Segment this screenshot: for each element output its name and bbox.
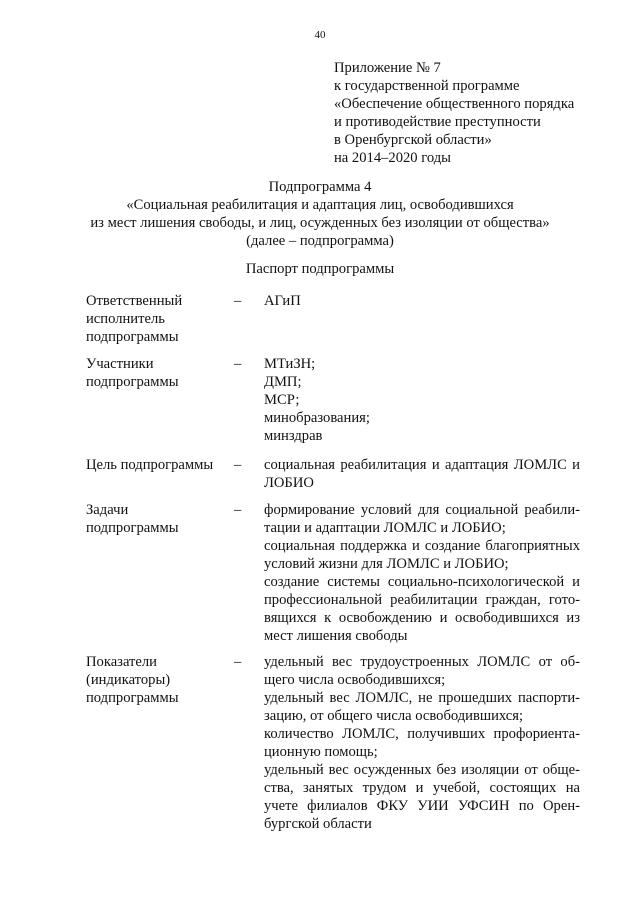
row-label [86, 355, 236, 391]
row-value-line: тации и адаптации ЛОМЛС и ЛОБИО; [264, 520, 506, 536]
row-value [264, 292, 580, 310]
row-value-line: мест лишения свободы [264, 628, 408, 644]
row-label-line: подпрограммы [86, 690, 179, 706]
appendix-line: на 2014–2020 годы [334, 150, 451, 166]
row-value-line: удельный вес трудоустроенных ЛОМЛС от об- [264, 654, 580, 670]
row-label-line: Задачи [86, 502, 129, 518]
appendix-line: и противодействие преступности [334, 114, 541, 130]
row-value-line: ЛОБИО [264, 475, 314, 491]
row-value [264, 653, 580, 833]
row-value-line: ДМП; [264, 374, 302, 390]
row-dash: – [234, 356, 242, 372]
row-value-line: условий жизни для ЛОМЛС и ЛОБИО; [264, 556, 509, 572]
row-label-line: (индикаторы) [86, 672, 171, 688]
row-value-line: социальная реабилитация и адаптация ЛОМЛС и [264, 457, 580, 473]
row-value-line: минздрав [264, 428, 323, 444]
row-value-line: бургской области [264, 816, 372, 832]
row-value-line: вящихся к освобождению и освободившихся из [264, 610, 580, 626]
subprogram-title-line: из мест лишения свободы, и лиц, осужденных без изоляции от общества» [90, 215, 550, 231]
appendix-line: в Оренбургской области» [334, 132, 492, 148]
row-label-line: подпрограммы [86, 329, 179, 345]
row-value-line: удельный вес осужденных без изоляции от обще- [264, 762, 580, 778]
row-value [264, 501, 580, 645]
row-value-line: МТиЗН; [264, 356, 316, 372]
row-label-line: Участники [86, 356, 154, 372]
row-value [264, 355, 580, 445]
row-value-line: формирование условий для социальной реабили- [264, 502, 580, 518]
row-value-line: социальная поддержка и создание благоприятных [264, 538, 580, 554]
row-label [86, 653, 236, 707]
subprogram-title [0, 178, 640, 250]
row-dash: – [234, 654, 242, 670]
passport-heading: Паспорт подпрограммы [245, 261, 395, 277]
row-label-line: подпрограммы [86, 520, 179, 536]
row-value-line: АГиП [264, 293, 301, 309]
row-value-line: щего числа освободившихся; [264, 672, 446, 688]
row-label [86, 501, 236, 537]
appendix-header [334, 59, 634, 167]
row-value-line: удельный вес ЛОМЛС, не прошедших паспорти- [264, 690, 580, 706]
row-value [264, 456, 580, 492]
page-number: 40 [314, 29, 326, 41]
appendix-line: «Обеспечение общественного порядка [334, 96, 575, 112]
row-label-line: исполнитель [86, 311, 165, 327]
row-value-line: количество ЛОМЛС, получивших профориента- [264, 726, 580, 742]
row-dash: – [234, 457, 242, 473]
subprogram-title-line: Подпрограмма 4 [268, 179, 372, 195]
row-label [86, 456, 236, 474]
appendix-line: к государственной программе [334, 78, 520, 94]
row-value-line: создание системы социально-психологической и [264, 574, 580, 590]
row-value-line: ства, занятых трудом и учебой, состоящих на [264, 780, 580, 796]
row-label-line: подпрограммы [86, 374, 179, 390]
row-label-line: Ответственный [86, 293, 183, 309]
row-value-line: ционную помощь; [264, 744, 378, 760]
row-value-line: учете филиалов ФКУ УИИ УФСИН по Орен- [264, 798, 580, 814]
row-label-line: Цель подпрограммы [86, 457, 214, 473]
row-value-line: минобразования; [264, 410, 370, 426]
row-label [86, 292, 236, 346]
row-value-line: МСР; [264, 392, 300, 408]
row-label-line: Показатели [86, 654, 157, 670]
row-value-line: профессиональной реабилитации граждан, гото- [264, 592, 580, 608]
appendix-line: Приложение № 7 [334, 60, 441, 76]
subprogram-title-line: (далее – подпрограмма) [246, 233, 394, 249]
row-value-line: зацию, от общего числа освободившихся; [264, 708, 524, 724]
row-dash: – [234, 502, 242, 518]
row-dash: – [234, 293, 242, 309]
subprogram-title-line: «Социальная реабилитация и адаптация лиц, освободившихся [126, 197, 514, 213]
